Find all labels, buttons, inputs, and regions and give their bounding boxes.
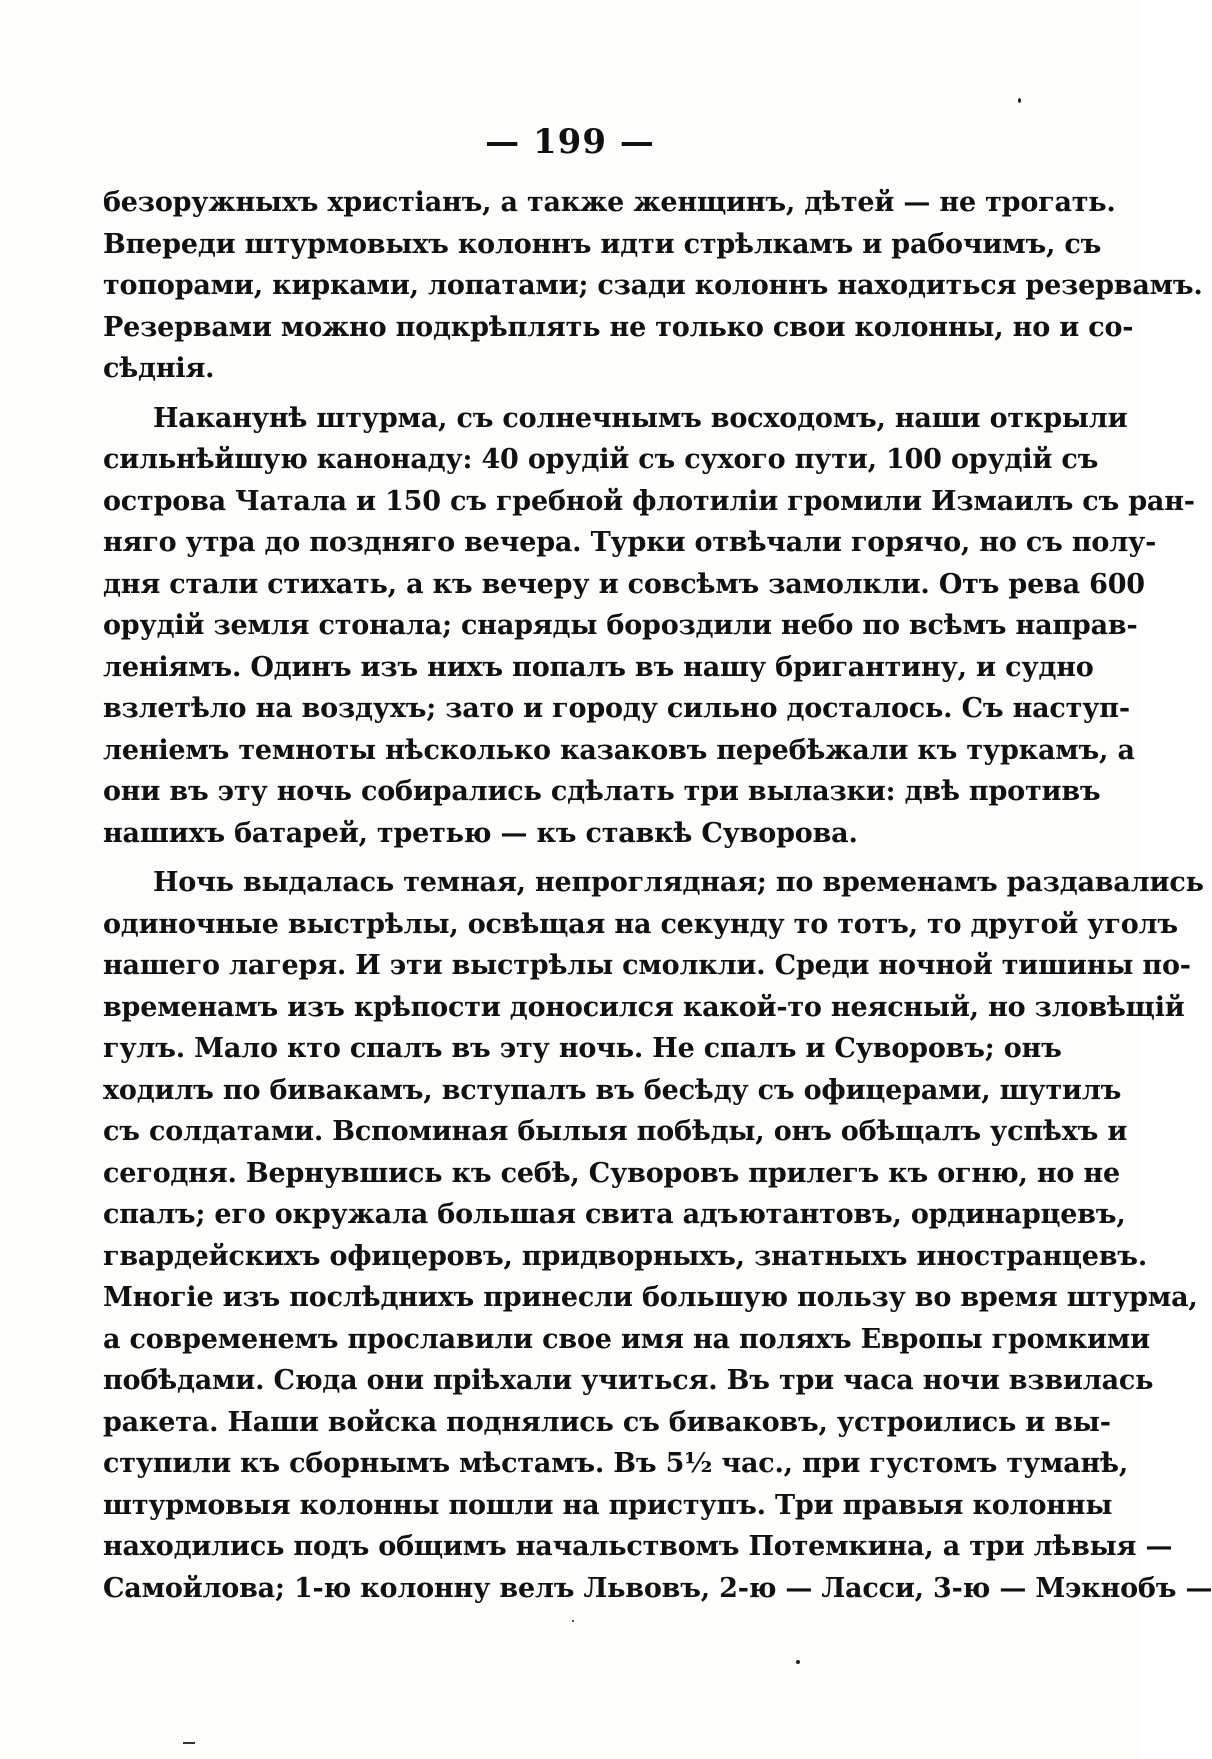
text-line: сегодня. Вернувшись къ себѣ, Суворовъ прилегъ къ огню, но не (103, 1157, 1120, 1189)
scan-speck (796, 1660, 800, 1664)
text-line: гулъ. Мало кто спалъ въ эту ночь. Не спалъ и Суворовъ; онъ (103, 1033, 1062, 1064)
text-line: а современемъ прославили свое имя на поляхъ Европы громкими (103, 1323, 1150, 1355)
body-text (103, 182, 1212, 1609)
text-line: штурмовыя колонны пошли на приступъ. Три правыя колонны (103, 1489, 1113, 1521)
text-line: сильнѣйшую канонаду: 40 орудій съ сухого пути, 100 орудій съ (103, 444, 1099, 475)
text-line: Впереди штурмовыхъ колоннъ идти стрѣлкамъ и рабочимъ, съ (103, 228, 1102, 260)
paragraph (103, 182, 1203, 390)
text-line: взлетѣло на воздухъ; зато и городу сильно досталось. Съ наступ- (103, 693, 1130, 724)
text-line: топорами, кирками, лопатами; сзади колоннъ находиться резервамъ. (103, 270, 1203, 301)
page-number: — 199 — (485, 122, 655, 162)
text-line: спалъ; его окружала большая свита адъютантовъ, ординарцевъ, (103, 1199, 1126, 1230)
text-line: Наканунѣ штурма, съ солнечнымъ восходомъ, наши открыли (153, 402, 1128, 434)
text-line: находились подъ общимъ начальствомъ Потемкина, а три лѣвыя — (103, 1531, 1173, 1562)
text-line: сѣднія. (103, 353, 215, 384)
text-line: нашего лагеря. И эти выстрѣлы смолкли. Среди ночной тишины по- (103, 950, 1191, 981)
text-line: безоружныхъ христіанъ, а также женщинъ, дѣтей — не трогать. (103, 187, 1116, 218)
text-line: ракета. Наши войска поднялись съ биваковъ, устроились и вы- (103, 1406, 1111, 1438)
text-line: леніемъ темноты нѣсколько казаковъ перебѣжали къ туркамъ, а (103, 734, 1135, 766)
text-line: Многіе изъ послѣднихъ принесли большую пользу во время штурма, (103, 1282, 1198, 1313)
text-line: гвардейскихъ офицеровъ, придворныхъ, знатныхъ иностранцевъ. (103, 1240, 1148, 1272)
text-line: няго утра до поздняго вечера. Турки отвѣчали горячо, но съ полу- (103, 527, 1157, 558)
text-line: Самойлова; 1-ю колонну велъ Львовъ, 2-ю — Ласси, 3-ю — Мэкнобъ — (103, 1572, 1212, 1604)
text-line: временамъ изъ крѣпости доносился какой-то неясный, но зловѣщій (103, 991, 1185, 1023)
text-line: они въ эту ночь собирались сдѣлать три вылазки: двѣ противъ (103, 776, 1101, 807)
text-line: одиночные выстрѣлы, освѣщая на секунду то тотъ, то другой уголъ (103, 908, 1178, 940)
text-line: Ночь выдалась темная, непроглядная; по временамъ раздавались (153, 867, 1204, 898)
text-line: орудій земля стонала; снаряды бороздили небо по всѣмъ направ- (103, 610, 1138, 641)
scan-speck (572, 1620, 574, 1622)
paragraph (103, 398, 1195, 855)
text-line: ходилъ по бивакамъ, вступалъ въ бесѣду съ офицерами, шутилъ (103, 1074, 1122, 1106)
text-line: съ солдатами. Вспоминая былыя побѣды, онъ обѣщалъ успѣхъ и (103, 1116, 1128, 1147)
text-line: ступили къ сборнымъ мѣстамъ. Въ 5½ час., при густомъ туманѣ, (103, 1448, 1129, 1479)
text-line: Резервами можно подкрѣплять не только свои колонны, но и со- (103, 311, 1134, 343)
text-line: леніямъ. Одинъ изъ нихъ попалъ въ нашу бригантину, и судно (103, 651, 1094, 683)
scan-mark (183, 1742, 195, 1744)
text-line: побѣдами. Сюда они пріѣхали учиться. Въ три часа ночи взвилась (103, 1365, 1154, 1396)
text-line: острова Чатала и 150 съ гребной флотиліи громили Измаилъ съ ран- (103, 485, 1195, 517)
paragraph (103, 862, 1212, 1609)
text-line: дня стали стихать, а къ вечеру и совсѣмъ замолкли. Отъ рева 600 (103, 568, 1145, 600)
text-line: нашихъ батарей, третью — къ ставкѣ Суворова. (103, 817, 858, 849)
scan-speck (1018, 98, 1021, 103)
